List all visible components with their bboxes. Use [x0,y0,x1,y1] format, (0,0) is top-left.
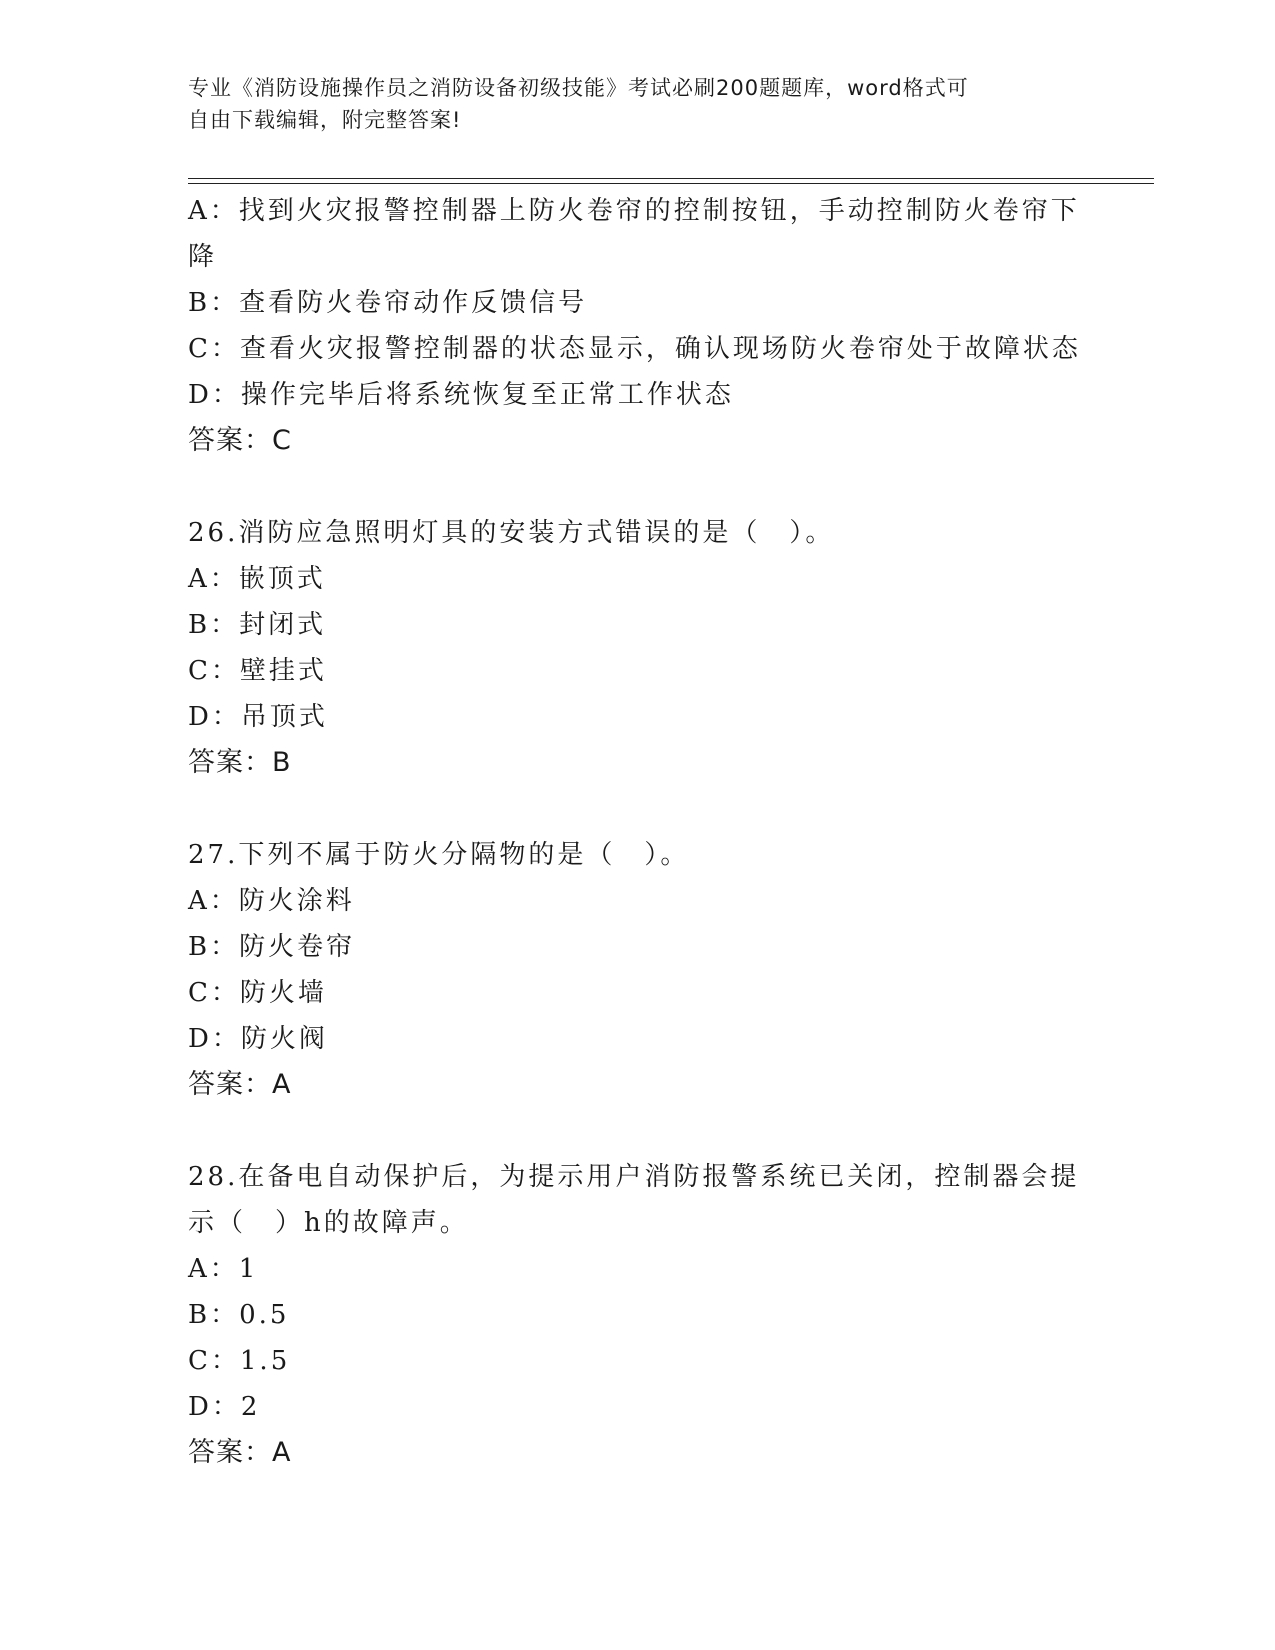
option-d: D：吊顶式 [188,702,328,732]
question-stem: 27.下列不属于防火分隔物的是（ ）。 [188,840,690,870]
option-b: B：封闭式 [188,610,327,640]
question-27 [188,832,1088,1108]
answer: 答案：B [188,747,292,778]
question-list [188,188,1088,1476]
option-d: D：2 [188,1392,261,1422]
option-b: B：0.5 [188,1300,290,1330]
option-b: B：防火卷帘 [188,932,356,962]
document-header [188,72,1068,136]
option-a: A：防火涂料 [188,886,355,916]
answer: 答案：A [188,1437,292,1468]
option-a: A：嵌顶式 [188,564,326,594]
header-line-1: 专业《消防设施操作员之消防设备初级技能》考试必刷200题题库，word格式可 [188,76,969,100]
answer: 答案：C [188,425,292,456]
question-28 [188,1154,1088,1476]
header-divider-bottom [188,183,1154,184]
option-c: C：壁挂式 [188,656,327,686]
option-a: A：1 [188,1254,259,1284]
option-a: A：找到火灾报警控制器上防火卷帘的控制按钮，手动控制防火卷帘下降 [188,196,1080,272]
option-d: D：操作完毕后将系统恢复至正常工作状态 [188,380,734,410]
question-stem: 26.消防应急照明灯具的安装方式错误的是（ ）。 [188,518,835,548]
question-26 [188,510,1088,786]
answer: 答案：A [188,1069,292,1100]
option-d: D：防火阀 [188,1024,328,1054]
option-c: C：1.5 [188,1346,291,1376]
header-line-2: 自由下载编辑，附完整答案! [188,108,462,132]
question-stem: 28.在备电自动保护后，为提示用户消防报警系统已关闭，控制器会提示（ ）h的故障声。 [188,1162,1080,1238]
option-b: B：查看防火卷帘动作反馈信号 [188,288,588,318]
question-25-continued [188,188,1088,464]
option-c: C：防火墙 [188,978,327,1008]
option-c: C：查看火灾报警控制器的状态显示，确认现场防火卷帘处于故障状态 [188,334,1081,364]
header-divider-top [188,178,1154,179]
